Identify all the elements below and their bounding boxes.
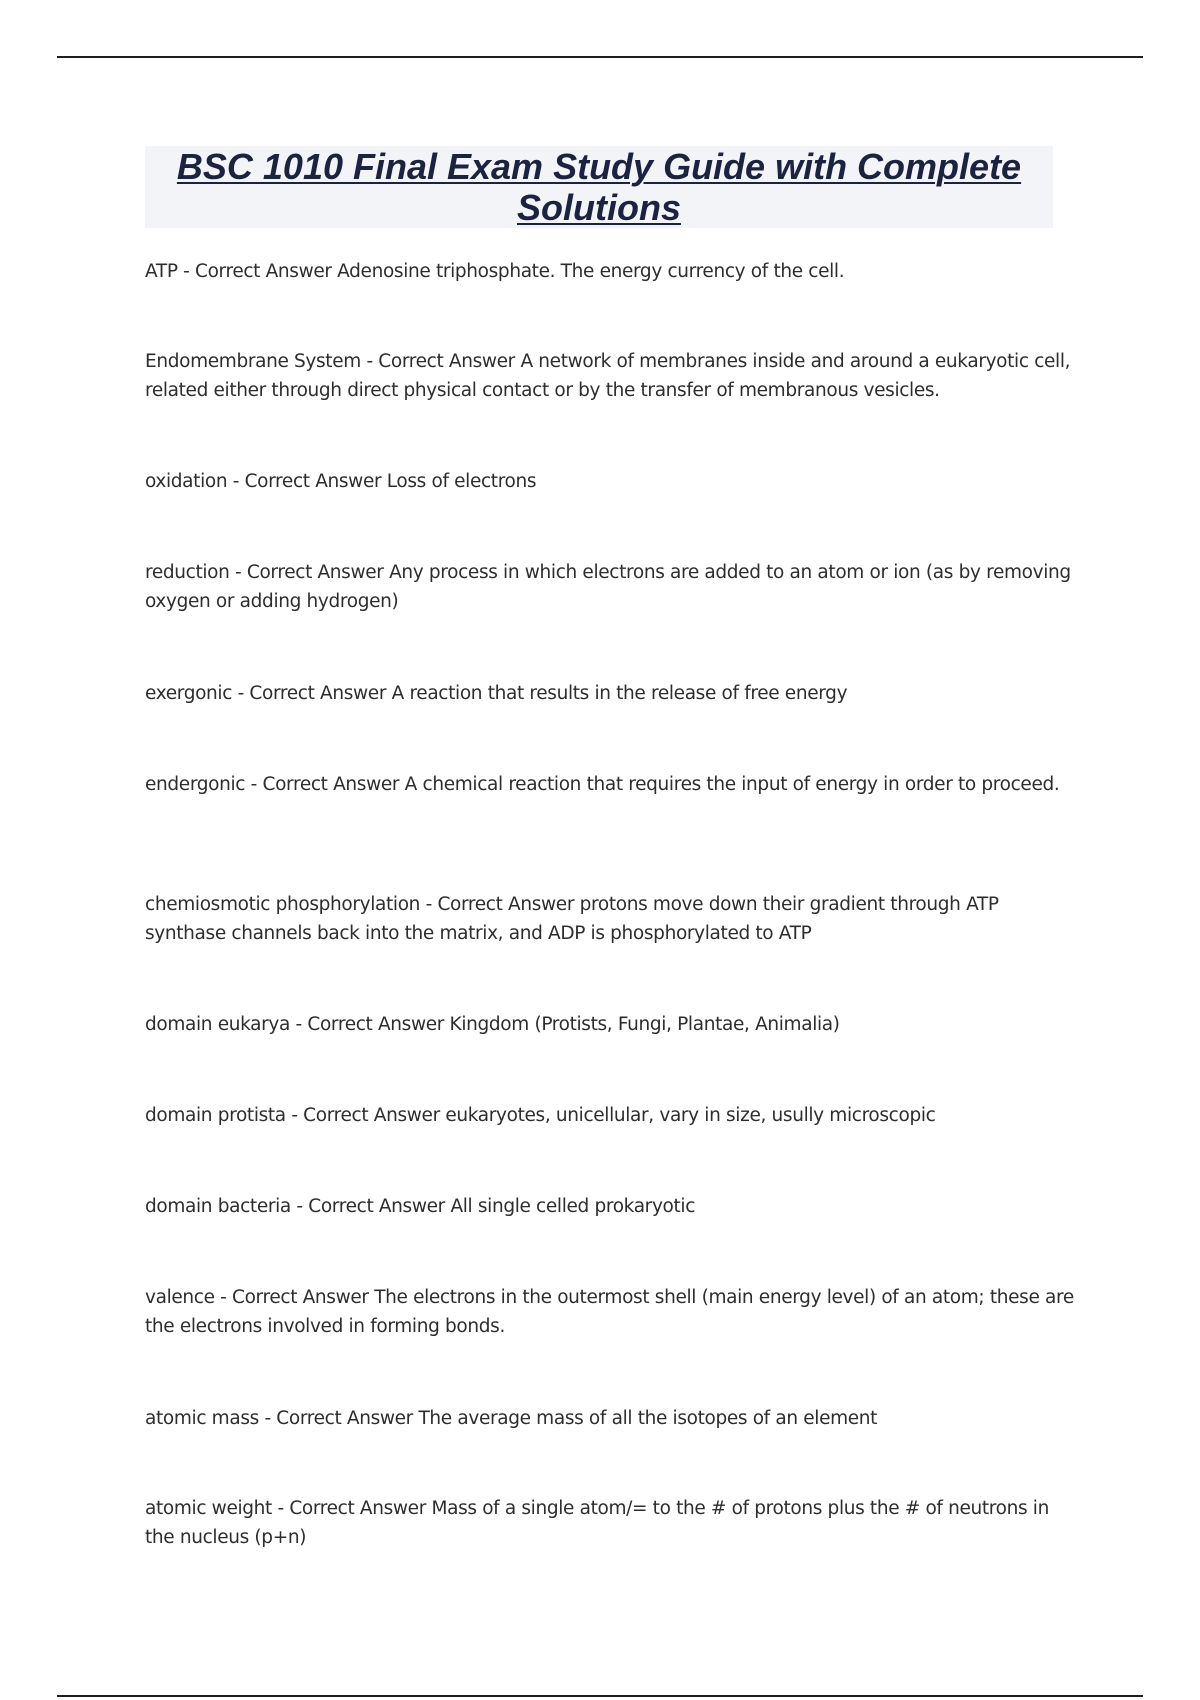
term-entry: exergonic - Correct Answer A reaction that results in the release of free energy: [145, 683, 848, 704]
document-title: BSC 1010 Final Exam Study Guide with Complete Solutions: [176, 146, 1022, 228]
term-entry: valence - Correct Answer The electrons in the outermost shell (main energy level) of an atom; these are the electrons involved in forming bonds.: [145, 1287, 1074, 1337]
title-banner: [145, 146, 1053, 228]
term-entry: domain bacteria - Correct Answer All single celled prokaryotic: [145, 1196, 696, 1217]
term-entry: ATP - Correct Answer Adenosine triphosphate. The energy currency of the cell.: [145, 261, 845, 282]
term-entry: Endomembrane System - Correct Answer A network of membranes inside and around a eukaryotic cell, related either through direct physical contact or by the transfer of membranous vesicles.: [145, 351, 1071, 401]
header-rule: [57, 56, 1143, 58]
term-entry: oxidation - Correct Answer Loss of electrons: [145, 471, 537, 492]
term-entry: atomic weight - Correct Answer Mass of a single atom/= to the # of protons plus the # of neutrons in the nucleus (p+n): [145, 1498, 1049, 1548]
footer-rule: [57, 1695, 1143, 1697]
term-entry: endergonic - Correct Answer A chemical reaction that requires the input of energy in order to proceed.: [145, 774, 1060, 795]
term-entry: domain protista - Correct Answer eukaryotes, unicellular, vary in size, usully microscopic: [145, 1105, 936, 1126]
term-entry: chemiosmotic phosphorylation - Correct Answer protons move down their gradient through ATP synthase channels back into the matrix, and ADP is phosphorylated to ATP: [145, 894, 999, 944]
term-entry: reduction - Correct Answer Any process in which electrons are added to an atom or ion (as by removing oxygen or adding hydrogen): [145, 562, 1071, 612]
term-entry: atomic mass - Correct Answer The average mass of all the isotopes of an element: [145, 1408, 878, 1429]
term-entry: domain eukarya - Correct Answer Kingdom (Protists, Fungi, Plantae, Animalia): [145, 1014, 840, 1035]
